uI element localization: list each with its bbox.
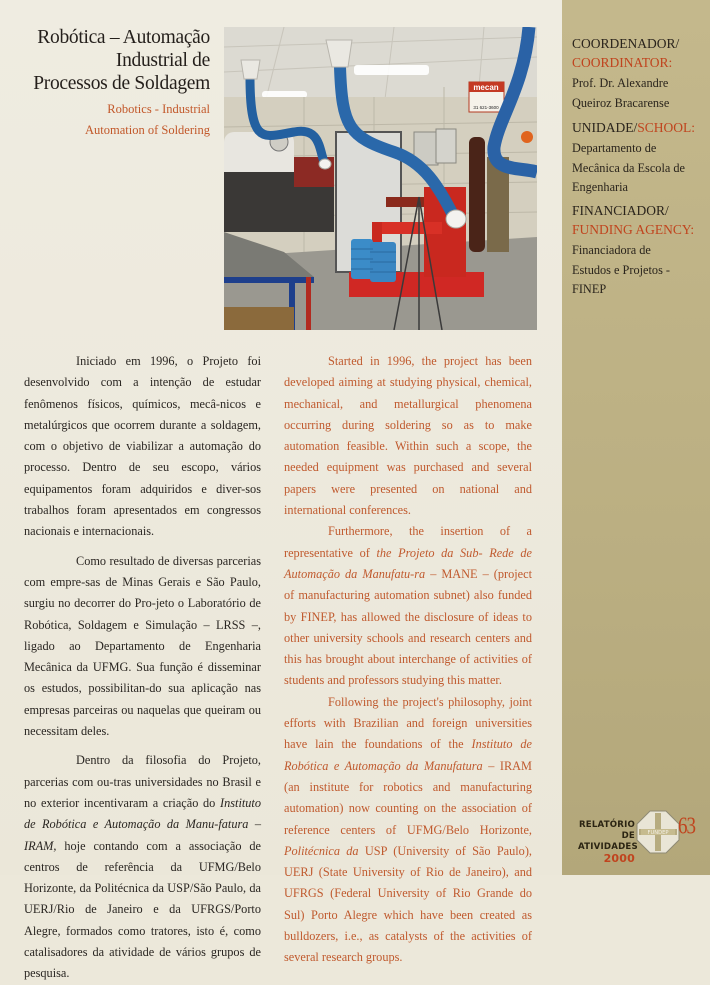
funding-heading xyxy=(572,201,706,239)
coordinator-heading-pt: COORDENADOR/ xyxy=(572,36,680,51)
report-label-line2: ATIVIDADES xyxy=(578,842,638,852)
coordinator-block xyxy=(572,34,706,113)
sign-brand-text: mecan xyxy=(473,83,499,92)
coordinator-name xyxy=(572,74,706,113)
report-year: 2000 xyxy=(603,852,635,865)
fundep-logo-icon xyxy=(636,810,680,854)
body-column-portuguese xyxy=(24,351,261,985)
paragraph-en-2-text: Furthermore, the insertion of a representative of xyxy=(284,524,532,560)
school-heading xyxy=(572,118,706,137)
title-en-line: Automation of Soldering xyxy=(85,123,210,137)
paragraph-pt-2: Como resultado de diversas parcerias com empre-sas de Minas Gerais e São Paulo, surgiu no decorrer do Pro-jeto o Laboratório de Robótica, Soldagem e Simulação – LRSS –, ligado ao Departamento de Engenharia Mecânica da UFMG. Sua função é disseminar os estudos, possibilitan-do sua aplicação nas empresas parceiras ou naquelas que queiram ou necessitam deles. xyxy=(24,553,261,739)
title-pt-line: Processos de Soldagem xyxy=(33,73,210,94)
gas-cylinder xyxy=(469,137,485,252)
paragraph-en-2 xyxy=(284,521,532,691)
paragraph-pt-1: Iniciado em 1996, o Projeto foi desenvolvido com a intenção de estudar fenômenos físicos, químicos, mecâ-nicos e metalúrgicos que ocorrem durante a soldagem, com o objetivo de viabilizar a automação do processo. Dentro de seu escopo, vários equipamentos foram adquiridos e diver-sos trabalhos foram apresentados em congressos nacionais e internacionais. xyxy=(24,354,261,539)
title-pt-line: Industrial de xyxy=(115,50,210,71)
report-label xyxy=(578,820,638,866)
article-title-block xyxy=(10,26,210,141)
ceiling-light xyxy=(354,65,429,75)
ceiling-light xyxy=(262,91,307,98)
school-line: Mecânica da Escola de xyxy=(572,160,686,175)
paragraph-en-3-text: USP (University of São Paulo), UERJ (State University of Rio de Janeiro), and UFRGS (Federal University of Rio Grande do Sul) Porto Alegre which have been created as bulldozers, i.e., as catalysts of the activities of several research groups. xyxy=(284,843,532,965)
school-heading-en: SCHOOL: xyxy=(637,120,696,135)
paragraph-en-3-text: – IRAM (an institute for robotics and manufacturing automation) now counting on the association of reference centers of UFMG/Belo Horizonte, xyxy=(284,758,532,837)
paragraph-en-2-italic: the Projeto da Sub- Rede de Automação da Manufatu-ra xyxy=(284,545,532,581)
paragraph-en-3 xyxy=(284,692,532,969)
paragraph-en-3-text: Following the project's philosophy, joint efforts with Brazilian and foreign universities have lain the foundations of the xyxy=(284,694,532,752)
school-block xyxy=(572,118,706,198)
school-name xyxy=(572,139,706,198)
funding-line: Financiadora de xyxy=(572,243,651,257)
funding-heading-en: FUNDING AGENCY: xyxy=(572,222,695,237)
title-en-line: Robotics - Industrial xyxy=(107,102,210,116)
coordinator-heading xyxy=(572,34,706,72)
logo-text: FUNDEP xyxy=(647,830,669,837)
school-line: Departamento de xyxy=(572,141,657,155)
report-label-line1: RELATÓRIO DE xyxy=(578,820,635,841)
paragraph-en-2-text: – MANE – (project of manufacturing automation subnet) also funded by FINEP, has allowed the disclosure of ideas to other university schools and research centers and this has brought about interchange of activities of students and professors studying this matter. xyxy=(284,566,532,688)
funding-heading-pt: FINANCIADOR/ xyxy=(572,203,669,218)
paragraph-pt-3 xyxy=(24,750,261,984)
funding-line: Estudos e Projetos - xyxy=(572,262,671,277)
paragraph-pt-3-italic: Instituto de Robótica e Automação da Manu-fatura – IRAM, xyxy=(24,795,261,853)
paragraph-pt-3-text: hoje contando com a associação de centros de referência da UFMG/Belo Horizonte, da Politécnica da USP/São Paulo, da UERJ/Rio de Janeiro e da UFRGS/Porto Alegre, formados como tratores, isto é, como catalisadores da atividade de vários grupos de pesquisa. xyxy=(24,838,261,981)
coordinator-heading-en: COORDINATOR: xyxy=(572,55,673,70)
coordinator-line: Prof. Dr. Alexandre xyxy=(572,76,669,90)
sign-phone-text: 31 621-3600 xyxy=(473,105,499,110)
page-number: 63 xyxy=(678,812,695,840)
school-line: Engenharia xyxy=(572,180,628,194)
page-footer xyxy=(578,808,708,865)
funding-block xyxy=(572,201,706,300)
paragraph-en-3-italic: Instituto de Robótica e Automação da Manufatura xyxy=(284,737,532,773)
title-portuguese xyxy=(10,26,210,95)
funding-line: FINEP xyxy=(572,282,607,296)
school-heading-pt: UNIDADE/ xyxy=(572,120,638,135)
laboratory-photo xyxy=(224,27,537,330)
paragraph-pt-3-text: Dentro da filosofia do Projeto, parcerias com ou-tras universidades no Brasil e no exterior incentivaram a criação do xyxy=(24,753,261,810)
paragraph-en-3-italic: Politécnica da xyxy=(284,843,359,858)
coordinator-line: Queiroz Bracarense xyxy=(572,95,670,110)
title-pt-line: Robótica – Automação xyxy=(37,27,210,48)
title-english xyxy=(10,99,210,141)
welding-lab-illustration xyxy=(224,27,537,330)
body-column-english xyxy=(284,351,532,969)
funding-name xyxy=(572,241,706,300)
paragraph-en-1: Started in 1996, the project has been developed aiming at studying physical, chemical, mechanical, and metallurgical phenomena occurring during soldering so as to make automation feasible. Within such a scope, the needed equipment was purchased and several papers were presented on national and international conferences. xyxy=(284,354,532,518)
